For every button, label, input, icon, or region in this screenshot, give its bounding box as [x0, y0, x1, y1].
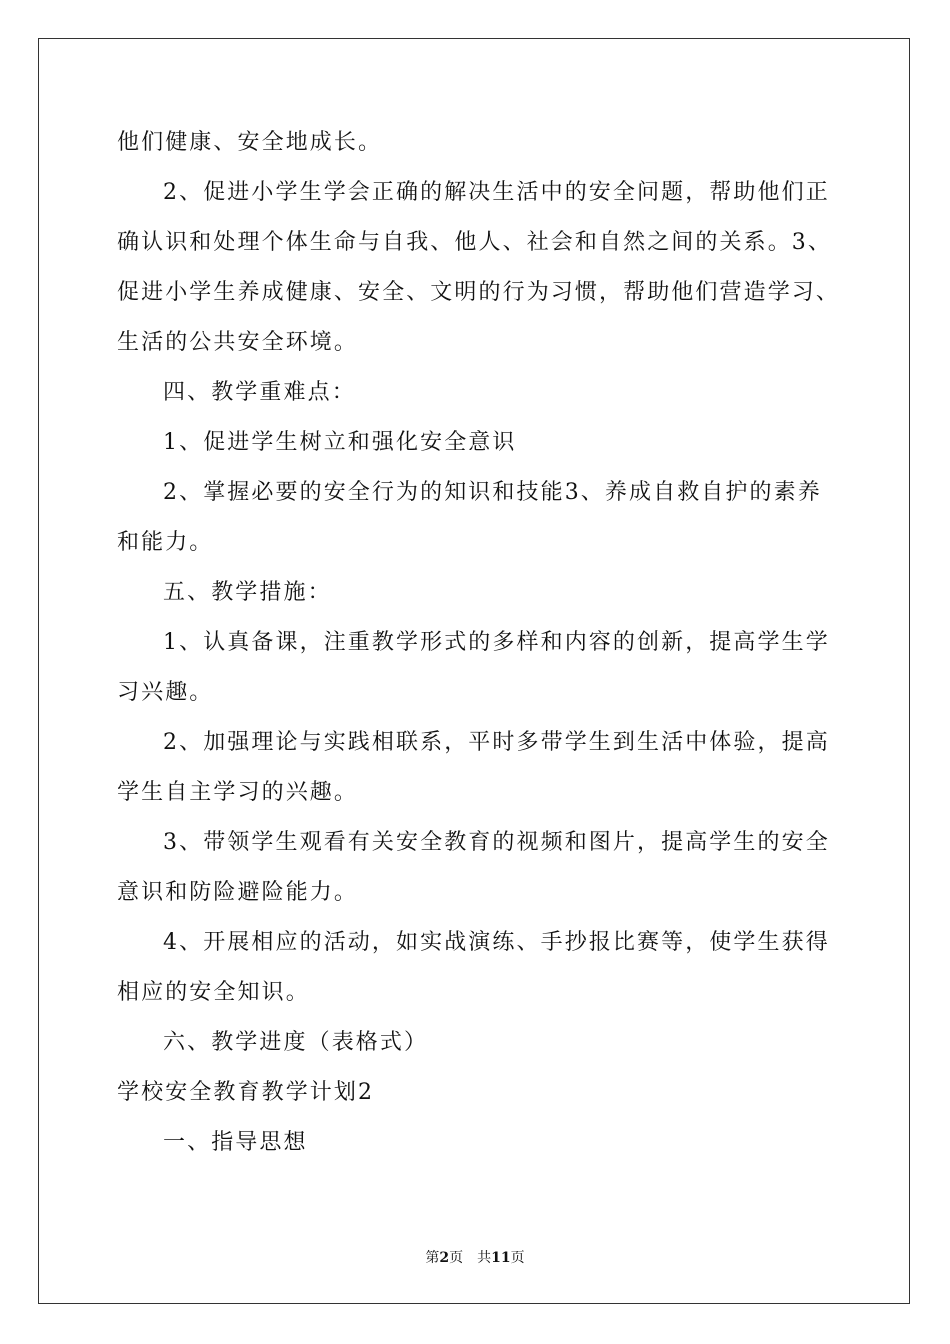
text-line: 和能力。	[117, 530, 214, 555]
page-footer	[0, 1248, 950, 1268]
text-line: 2、掌握必要的安全行为的知识和技能3、养成自救自护的素养	[163, 480, 822, 505]
page-prefix: 第	[425, 1250, 440, 1266]
text-line: 学生自主学习的兴趣。	[117, 780, 359, 805]
text-line: 1、认真备课，注重教学形式的多样和内容的创新，提高学生学	[163, 630, 830, 655]
text-line: 意识和防险避险能力。	[117, 880, 359, 905]
text-line: 确认识和处理个体生命与自我、他人、社会和自然之间的关系。3、	[117, 230, 832, 255]
text-line: 4、开展相应的活动，如实战演练、手抄报比赛等，使学生获得	[163, 930, 830, 955]
page-total: 11	[491, 1250, 511, 1266]
text-line: 2、加强理论与实践相联系，平时多带学生到生活中体验，提高	[163, 730, 830, 755]
section-heading: 四、教学重难点：	[163, 380, 356, 405]
page-suffix: 页	[449, 1250, 464, 1266]
section-heading: 五、教学措施：	[163, 580, 332, 605]
text-line: 相应的安全知识。	[117, 980, 310, 1005]
page-current: 2	[439, 1250, 450, 1266]
text-line: 生活的公共安全环境。	[117, 330, 359, 355]
text-line: 3、带领学生观看有关安全教育的视频和图片，提高学生的安全	[163, 830, 830, 855]
text-line: 他们健康、安全地成长。	[117, 130, 383, 155]
total-prefix: 共	[477, 1250, 492, 1266]
text-line: 2、促进小学生学会正确的解决生活中的安全问题，帮助他们正	[163, 180, 830, 205]
section-heading: 六、教学进度（表格式）	[163, 1030, 429, 1055]
text-line: 1、促进学生树立和强化安全意识	[163, 430, 517, 455]
section-heading: 一、指导思想	[163, 1130, 308, 1155]
text-line: 习兴趣。	[117, 680, 214, 705]
total-suffix: 页	[510, 1250, 525, 1266]
document-subtitle: 学校安全教育教学计划2	[117, 1080, 375, 1105]
text-line: 促进小学生养成健康、安全、文明的行为习惯，帮助他们营造学习、	[117, 280, 841, 305]
